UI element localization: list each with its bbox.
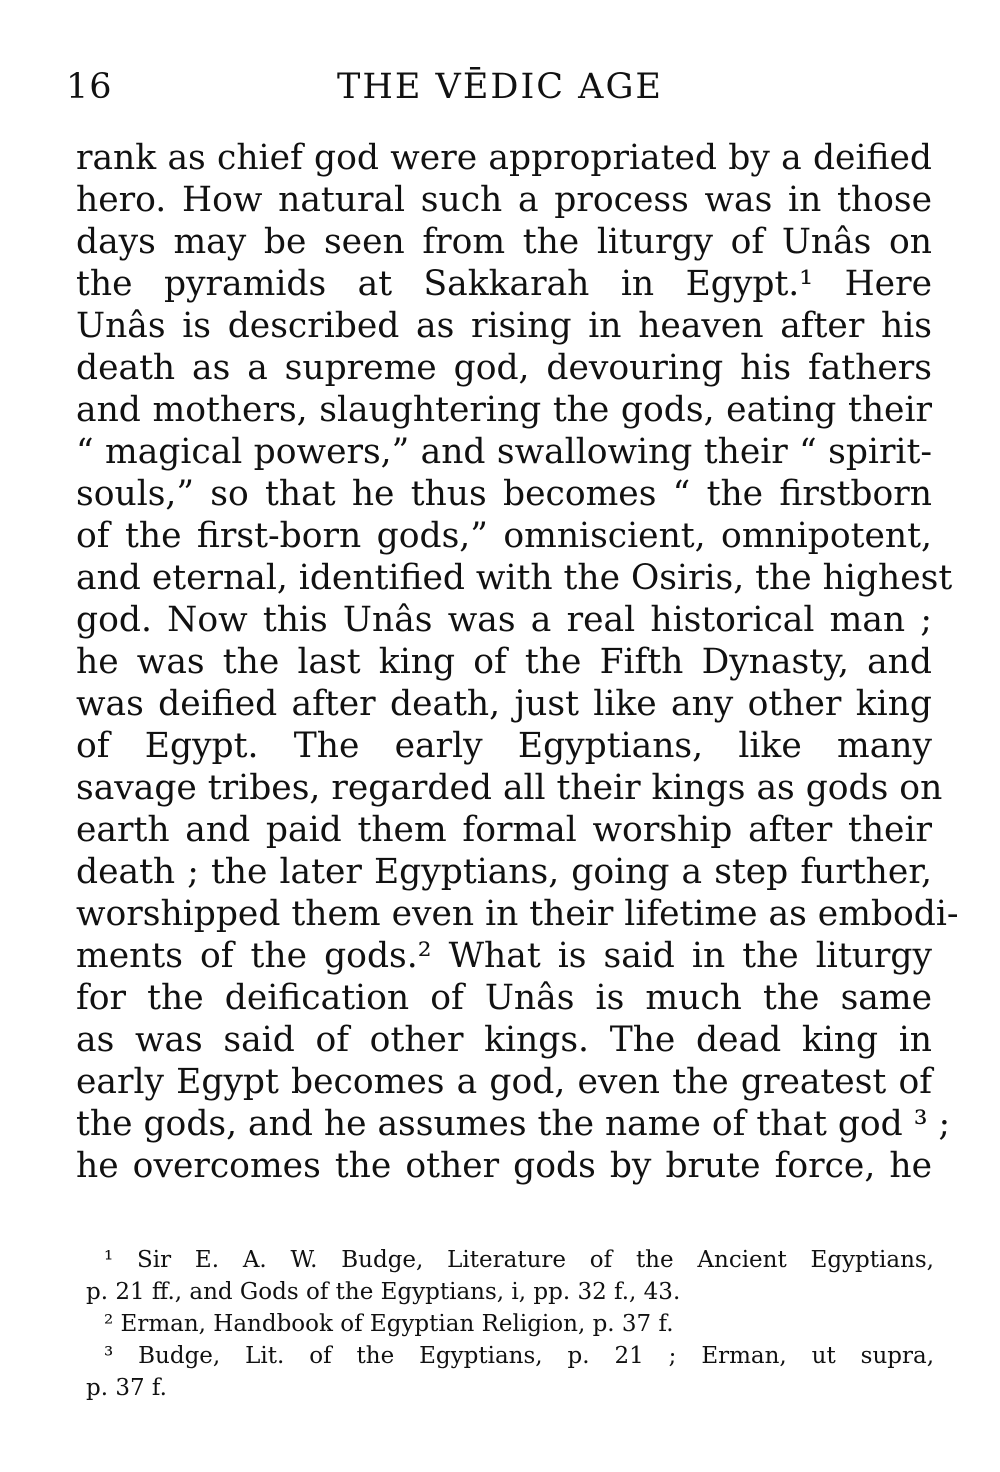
page-number: 16 (66, 67, 113, 107)
body-line: of the first-born gods,” omniscient, omnipotent, (76, 516, 932, 556)
body-line: and mothers, slaughtering the gods, eating their (76, 390, 932, 430)
footnote-1-line-1: ¹ Sir E. A. W. Budge, Literature of the Ancient Egyptians, (104, 1247, 934, 1273)
body-line: of Egypt. The early Egyptians, like many (76, 726, 932, 766)
body-line: he overcomes the other gods by brute force, he (76, 1146, 932, 1186)
body-line: and eternal, identified with the Osiris, the highest (76, 558, 953, 598)
body-line: was deified after death, just like any other king (76, 684, 932, 724)
body-line: death as a supreme god, devouring his fathers (76, 348, 932, 388)
body-line: for the deification of Unâs is much the same (76, 978, 932, 1018)
body-line: “ magical powers,” and swallowing their “ spirit- (76, 432, 932, 472)
body-line: rank as chief god were appropriated by a deified (76, 138, 932, 178)
body-line: god. Now this Unâs was a real historical man ; (76, 600, 932, 640)
body-line: savage tribes, regarded all their kings as gods on (76, 768, 943, 808)
footnotes (86, 1244, 934, 1404)
footnote-2: ² Erman, Handbook of Egyptian Religion, p. 37 f. (104, 1311, 674, 1337)
body-line: worshipped them even in their lifetime as embodi- (76, 894, 959, 934)
page-header (66, 62, 934, 112)
body-text (76, 137, 959, 1187)
body-line: death ; the later Egyptians, going a step further, (76, 852, 932, 892)
body-line: souls,” so that he thus becomes “ the firstborn (76, 474, 932, 514)
footnote-3-line-2: p. 37 f. (86, 1375, 167, 1401)
footnote-3-line-1: ³ Budge, Lit. of the Egyptians, p. 21 ; Erman, ut supra, (104, 1343, 934, 1369)
body-line: ments of the gods.² What is said in the liturgy (76, 936, 932, 976)
body-line: Unâs is described as rising in heaven after his (76, 306, 932, 346)
body-line: he was the last king of the Fifth Dynasty, and (76, 642, 932, 682)
body-line: earth and paid them formal worship after their (76, 810, 932, 850)
body-line: hero. How natural such a process was in those (76, 180, 932, 220)
body-line: the pyramids at Sakkarah in Egypt.¹ Here (76, 264, 932, 304)
running-title: THE VĒDIC AGE (337, 67, 663, 107)
body-line: days may be seen from the liturgy of Unâs on (76, 222, 932, 262)
footnote-1-line-2: p. 21 ff., and Gods of the Egyptians, i, pp. 32 f., 43. (86, 1279, 681, 1305)
body-line: early Egypt becomes a god, even the greatest of (76, 1062, 932, 1102)
body-line: as was said of other kings. The dead king in (76, 1020, 932, 1060)
body-line: the gods, and he assumes the name of that god ³ ; (76, 1104, 951, 1144)
